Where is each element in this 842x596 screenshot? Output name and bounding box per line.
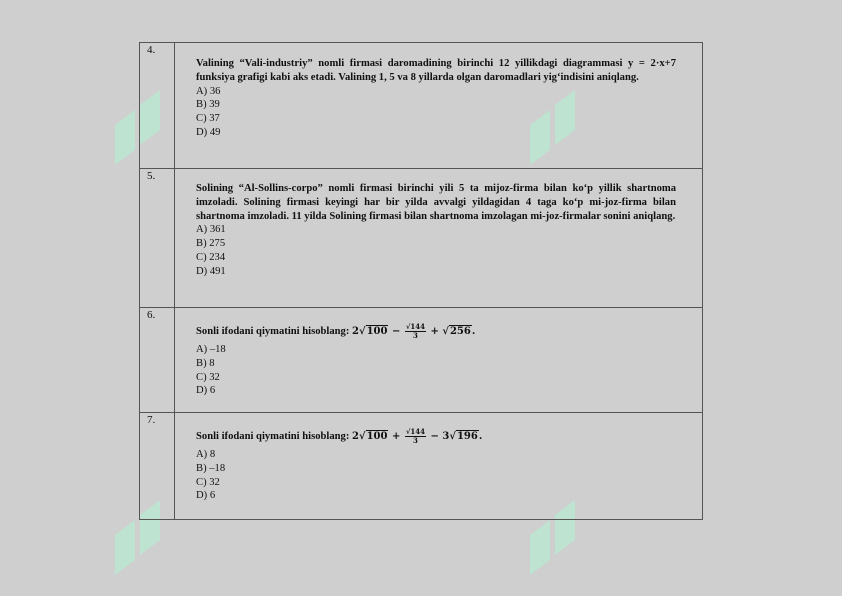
fraction-denominator: 3 <box>412 331 418 340</box>
questions-table <box>139 42 703 520</box>
option-a: A) 8 <box>196 449 216 460</box>
radicand: 256 <box>449 326 471 337</box>
option-c: C) 32 <box>196 476 220 488</box>
option-d: D) 6 <box>196 385 216 397</box>
question-row <box>140 43 703 169</box>
option-d: D) 6 <box>196 490 216 502</box>
question-stem <box>196 323 676 340</box>
operator: − <box>391 326 401 337</box>
option-a: A) 36 <box>196 85 221 97</box>
radicand: 100 <box>366 326 388 337</box>
radicand: 196 <box>456 431 478 442</box>
question-number: 4. <box>140 43 175 169</box>
stem-text: Sonli ifodani qiymatini hisoblang: <box>196 326 350 337</box>
sqrt-symbol: √100 <box>359 431 388 442</box>
option-c: C) 234 <box>196 251 226 263</box>
coefficient: 2 <box>352 326 359 337</box>
option-b: B) 275 <box>196 238 226 250</box>
fraction-numerator: √144 <box>405 427 426 436</box>
fraction-numerator: √144 <box>405 322 426 331</box>
question-number: 5. <box>140 169 175 308</box>
question-cell <box>175 308 703 413</box>
option-b: B) 39 <box>196 99 220 111</box>
sqrt-symbol: √256 <box>442 326 471 337</box>
option-c: C) 32 <box>196 371 220 383</box>
option-c: C) 37 <box>196 113 220 125</box>
option-d: D) 49 <box>196 126 221 138</box>
period: . <box>471 326 476 337</box>
sqrt-symbol: √100 <box>359 326 388 337</box>
question-row <box>140 169 703 308</box>
coefficient: 2 <box>352 431 359 442</box>
question-row <box>140 413 703 520</box>
option-a: A) –18 <box>196 344 226 355</box>
coefficient: 3 <box>442 431 450 442</box>
fraction <box>405 428 426 445</box>
option-d: D) 491 <box>196 265 226 277</box>
question-stem <box>196 428 676 445</box>
period: . <box>478 431 483 442</box>
operator: + <box>391 431 401 442</box>
radicand: 100 <box>366 431 388 442</box>
question-stem: Valining “Vali-industriy” nomli firmasi daromadining birinchi 12 yillikdagi diagrammasi y = 2·x+7 funksiya grafigi kabi aks etadi. Valining 1, 5 va 8 yillarda olgan daromadlari yig‘indisini aniqlang. <box>196 58 676 83</box>
fraction-denominator: 3 <box>412 436 418 445</box>
option-b: B) 8 <box>196 357 215 369</box>
question-stem: Solining “Al-Sollins-corpo” nomli firmasi birinchi yili 5 ta mijoz-firma bilan ko‘p yillik shartnoma imzoladi. Solining firmasi keyingi har bir yilda avvalgi yildagidan 4 taga ko‘p mi-joz-firma bilan shartnoma imzoladi. 11 yilda Solining firmasi bilan shartnoma imzolagan mi-joz-firmalar sonini aniqlang. <box>196 183 676 222</box>
question-cell <box>175 169 703 308</box>
option-b: B) –18 <box>196 462 226 474</box>
operator: − <box>430 431 439 442</box>
question-row <box>140 308 703 413</box>
question-cell <box>175 413 703 520</box>
stem-text: Sonli ifodani qiymatini hisoblang: <box>196 431 350 442</box>
question-number: 7. <box>140 413 175 520</box>
operator: + <box>430 326 439 337</box>
fraction <box>405 323 426 340</box>
sqrt-symbol: √196 <box>449 431 478 442</box>
question-number: 6. <box>140 308 175 413</box>
option-a: A) 361 <box>196 224 226 236</box>
question-cell <box>175 43 703 169</box>
math-expression <box>352 322 476 340</box>
math-expression <box>352 427 483 445</box>
